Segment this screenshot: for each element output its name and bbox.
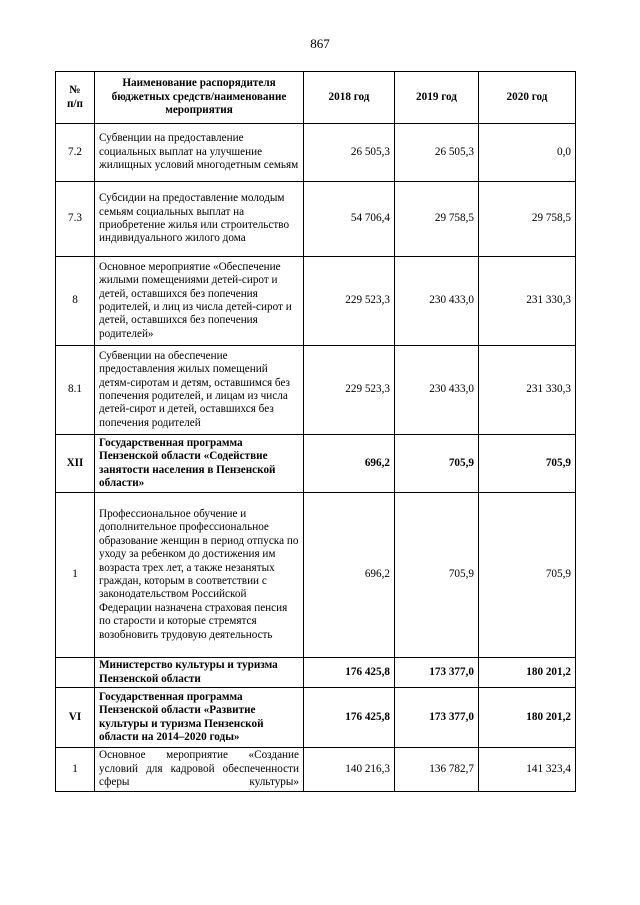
- row-value-2020: 0,0: [479, 124, 576, 182]
- row-value-2018: 696,2: [304, 435, 395, 493]
- table-row: [56, 658, 576, 688]
- row-value-2020: 180 201,2: [479, 688, 576, 748]
- row-value-2018: 140 216,3: [304, 748, 395, 792]
- header-num: № п/п: [56, 72, 95, 124]
- row-name: Государственная программа Пензенской области «Содействие занятости населения в Пензенской области»: [95, 435, 304, 493]
- table-row: [56, 435, 576, 493]
- row-name: Профессиональное обучение и дополнительное профессиональное образование женщин в период отпуска по уходу за ребенком до достижения им возраста трех лет, а также незанятых граждан, которым в соответствии с законодательством Российской Федерации назначена страховая пенсия по старости и которые стремятся возобновить трудовую деятельность: [95, 493, 304, 658]
- table-header-row: [56, 72, 576, 124]
- row-name: Государственная программа Пензенской области «Развитие культуры и туризма Пензенской области на 2014–2020 годы»: [95, 688, 304, 748]
- row-num: XII: [56, 435, 95, 493]
- row-value-2019: 230 433,0: [395, 257, 479, 346]
- row-value-2020: 231 330,3: [479, 346, 576, 435]
- row-value-2020: 29 758,5: [479, 182, 576, 257]
- row-value-2018: 229 523,3: [304, 346, 395, 435]
- page-number: 867: [310, 36, 330, 51]
- row-value-2020: 705,9: [479, 493, 576, 658]
- header-2019: 2019 год: [395, 72, 479, 124]
- row-value-2019: 29 758,5: [395, 182, 479, 257]
- table-row: [56, 124, 576, 182]
- row-num: [56, 658, 95, 688]
- table-row: [56, 688, 576, 748]
- row-num: 1: [56, 493, 95, 658]
- row-name: Основное мероприятие «Создание условий для кадровой обеспеченности сферы культуры»: [95, 748, 304, 792]
- table-row: [56, 748, 576, 792]
- row-value-2019: 230 433,0: [395, 346, 479, 435]
- row-num: 8: [56, 257, 95, 346]
- row-value-2018: 176 425,8: [304, 688, 395, 748]
- row-value-2019: 173 377,0: [395, 688, 479, 748]
- row-value-2018: 26 505,3: [304, 124, 395, 182]
- row-value-2018: 229 523,3: [304, 257, 395, 346]
- row-value-2020: 141 323,4: [479, 748, 576, 792]
- row-value-2019: 705,9: [395, 435, 479, 493]
- row-value-2018: 176 425,8: [304, 658, 395, 688]
- row-name: Субвенции на предоставление социальных выплат на улучшение жилищных условий многодетным семьям: [95, 124, 304, 182]
- row-value-2020: 180 201,2: [479, 658, 576, 688]
- table-row: [56, 493, 576, 658]
- table-row: [56, 346, 576, 435]
- row-value-2019: 705,9: [395, 493, 479, 658]
- row-num: 7.2: [56, 124, 95, 182]
- row-num: 1: [56, 748, 95, 792]
- row-value-2019: 136 782,7: [395, 748, 479, 792]
- row-value-2020: 231 330,3: [479, 257, 576, 346]
- row-value-2020: 705,9: [479, 435, 576, 493]
- row-value-2018: 696,2: [304, 493, 395, 658]
- row-num: VI: [56, 688, 95, 748]
- table-row: [56, 257, 576, 346]
- row-name: Министерство культуры и туризма Пензенской области: [95, 658, 304, 688]
- row-name: Основное мероприятие «Обеспечение жилыми помещениями детей-сирот и детей, оставшихся без попечения родителей, и лиц из числа детей-сирот и детей, оставшихся без попечения родителей»: [95, 257, 304, 346]
- row-value-2018: 54 706,4: [304, 182, 395, 257]
- header-name: Наименование распорядителя бюджетных средств/наименование мероприятия: [95, 72, 304, 124]
- row-num: 8.1: [56, 346, 95, 435]
- row-name: Субсидии на предоставление молодым семьям социальных выплат на приобретение жилья или строительство индивидуального жилого дома: [95, 182, 304, 257]
- header-2020: 2020 год: [479, 72, 576, 124]
- header-2018: 2018 год: [304, 72, 395, 124]
- row-value-2019: 26 505,3: [395, 124, 479, 182]
- row-num: 7.3: [56, 182, 95, 257]
- budget-table: [55, 71, 576, 792]
- row-name: Субвенции на обеспечение предоставления жилых помещений детям-сиротам и детям, оставшимся без попечения родителей, и лицам из числа детей-сирот и детей, оставшихся без попечения родителей: [95, 346, 304, 435]
- row-value-2019: 173 377,0: [395, 658, 479, 688]
- table-row: [56, 182, 576, 257]
